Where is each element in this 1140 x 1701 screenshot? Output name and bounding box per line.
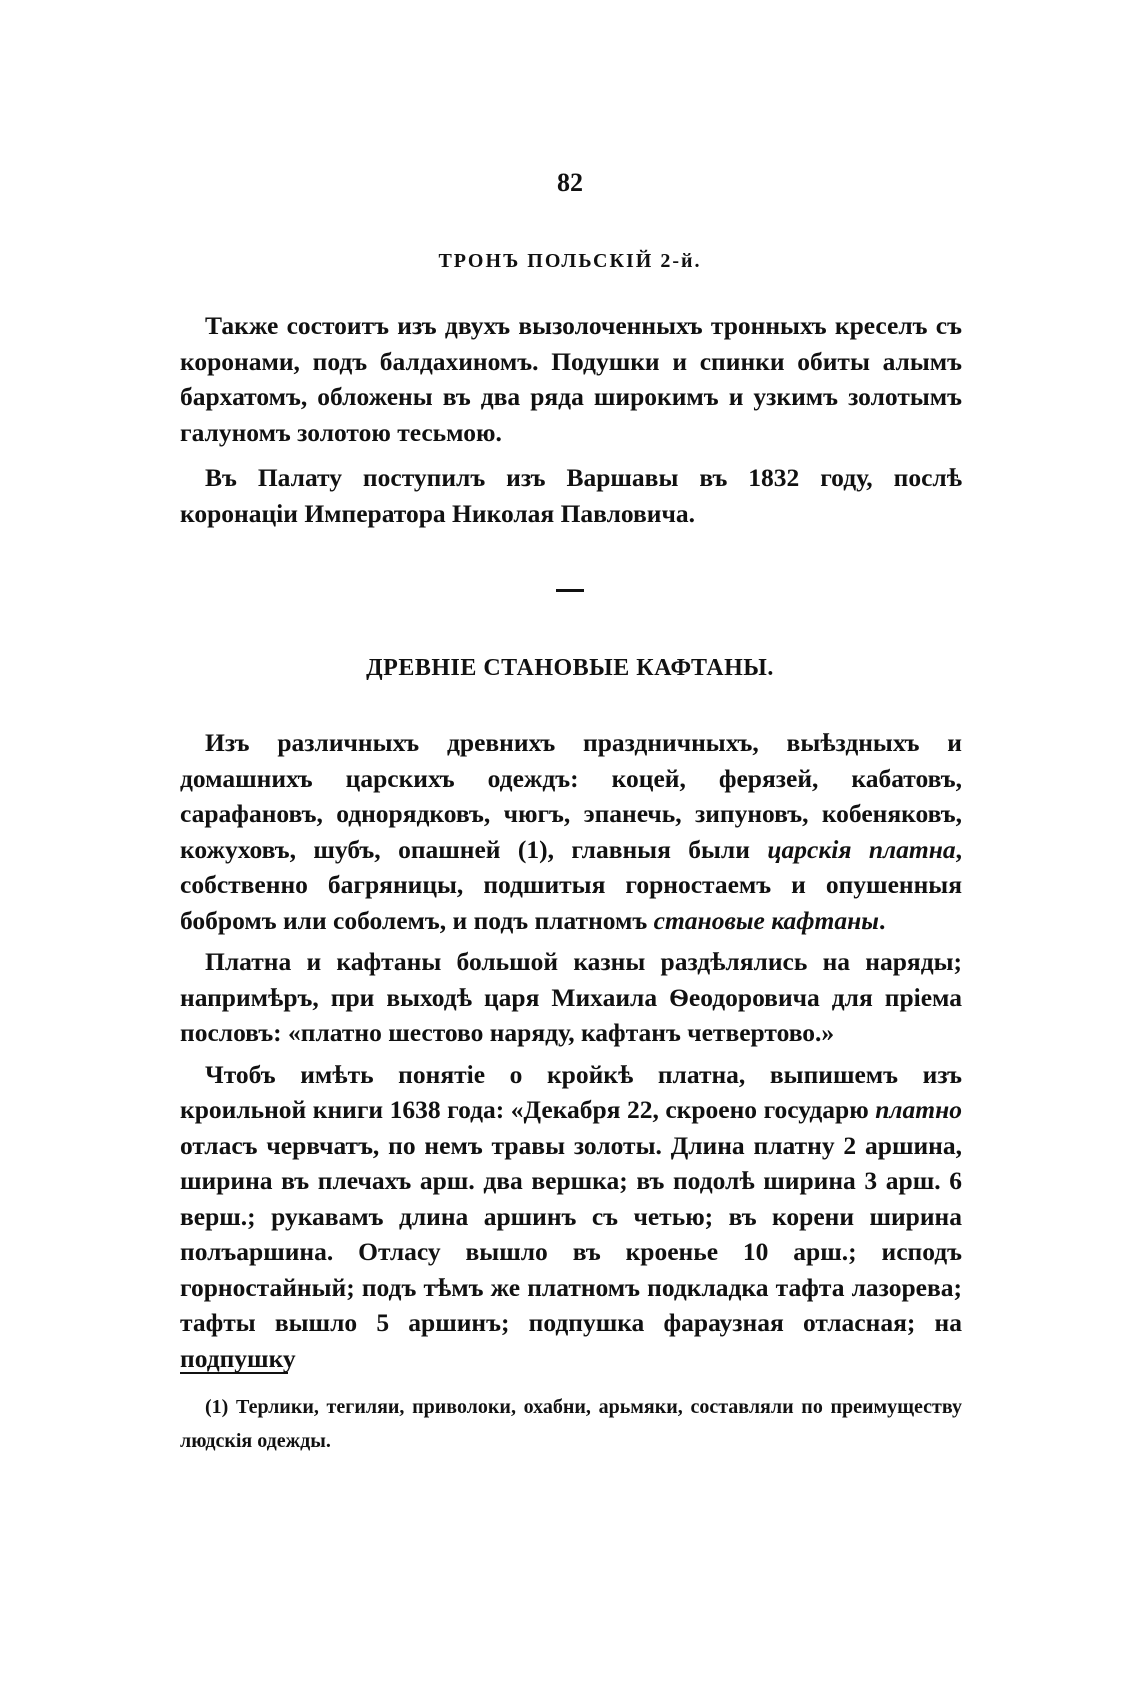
footnote: (1) Терлики, тегиляи, приволоки, охабни, арьмяки, составляли по преимуществу людскія одежды.: [180, 1396, 962, 1452]
paragraph: [180, 1057, 962, 1377]
text-run: .: [878, 905, 886, 935]
section-title-kaftans: ДРЕВНІЕ СТАНОВЫЕ КАФТАНЫ.: [366, 655, 774, 681]
text-run: Изъ различныхъ древнихъ праздничныхъ, выѣздныхъ и домашнихъ царскихъ одеждъ: коцей, ферязей, кабатовъ, сарафановъ, однорядковъ, чюгъ, эпанечь, зипуновъ, кобеняковъ, кожуховъ, шубъ, опашней (1), главныя были: [180, 728, 962, 864]
throne-description: [180, 308, 962, 541]
footnote-rule: [180, 1372, 288, 1374]
text-run: отласъ червчатъ, по немъ травы золоты. Длина платну 2 аршина, ширина въ плечахъ арш. два вершка; въ подолѣ ширина 3 арш. 6 верш.; рукавамъ длина аршинъ съ четью; въ корени ширина полъаршина. Отласу вышло въ кроенье 10 арш.; исподъ горностайный; подъ тѣмъ же платномъ подкладка тафта лазорева; тафты вышло 5 аршинъ; подпушка фараузная отласная; на подпушку: [180, 1130, 962, 1373]
italic-term: платно: [875, 1095, 962, 1124]
page-number: 82: [557, 168, 583, 197]
paragraph: Платна и кафтаны большой казны раздѣлялись на наряды; напримѣръ, при выходѣ царя Михаила Ѳеодоровича для пріема пословъ: «платно шестово наряду, кафтанъ четвертово.»: [180, 947, 962, 1047]
text-run: , собственно багряницы, подшитыя горностаемъ и опушенныя бобромъ или соболемъ, и подъ платномъ: [180, 834, 962, 935]
paragraph: Также состоитъ изъ двухъ вызолоченныхъ тронныхъ креселъ съ коронами, подъ балдахиномъ. Подушки и спинки обиты алымъ бархатомъ, обложены въ два ряда широкимъ и узкимъ золотымъ галуномъ золотою тесьмою.: [180, 311, 962, 447]
section-title-throne: ТРОНЪ ПОЛЬСКІЙ 2-й.: [438, 250, 702, 272]
italic-term: царскія платна: [767, 834, 956, 864]
text-run: Чтобъ имѣть понятіе о кройкѣ платна, выпишемъ изъ кроильной книги 1638 года: «Декабря 22, скроено государю: [180, 1059, 962, 1124]
section-divider: [556, 589, 584, 592]
kaftans-description: [180, 725, 962, 1382]
paragraph: Въ Палату поступилъ изъ Варшавы въ 1832 году, послѣ коронаціи Императора Николая Павловича.: [180, 463, 962, 528]
italic-term: становые кафтаны: [653, 905, 879, 935]
paragraph: [180, 725, 962, 938]
